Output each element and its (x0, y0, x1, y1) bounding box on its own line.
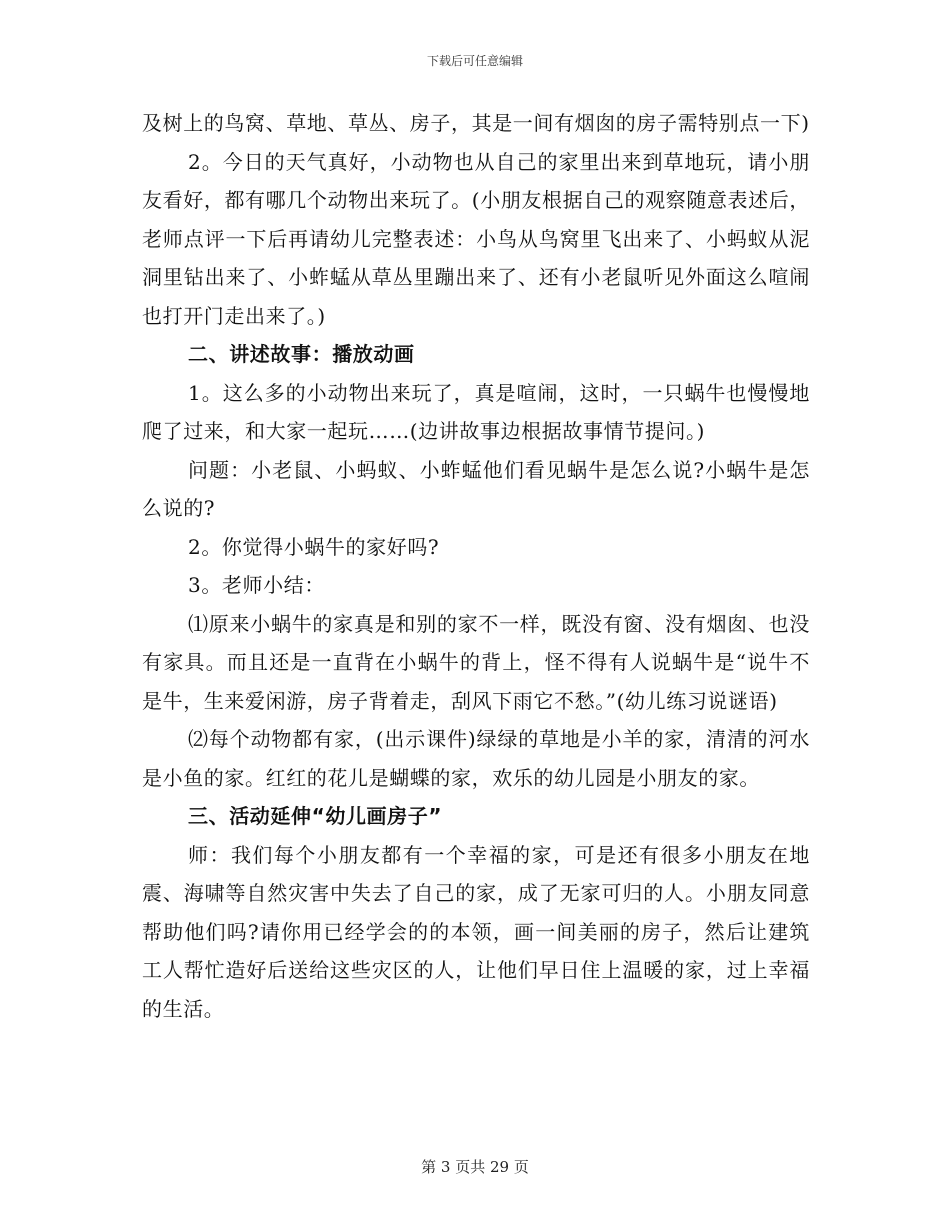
paragraph: ⑵每个动物都有家，(出示课件)绿绿的草地是小羊的家，清清的河水是小鱼的家。红红的花儿是蝴蝶的家，欢乐的幼儿园是小朋友的家。 (142, 727, 810, 790)
paragraph: 师：我们每个小朋友都有一个幸福的家，可是还有很多小朋友在地震、海啸等自然灾害中失去了自己的家，成了无家可归的人。小朋友同意帮助他们吗?请你用已经学会的的本领，画一间美丽的房子，然后让建筑工人帮忙造好后送给这些灾区的人，让他们早日住上温暖的家，过上幸福的生活。 (142, 842, 811, 1021)
paragraph: ⑴原来小蜗牛的家真是和别的家不一样，既没有窗、没有烟囱、也没有家具。而且还是一直背在小蜗牛的背上，怪不得有人说蜗牛是“说牛不是牛，生来爱闲游，房子背着走，刮风下雨它不愁。”(幼儿练习说谜语) (142, 611, 810, 713)
section-heading: 三、活动延伸“幼儿画房子” (188, 804, 443, 828)
page-footer: 第 3 页共 29 页 (421, 1158, 529, 1176)
paragraph: 2。你觉得小蜗牛的家好吗? (188, 534, 440, 559)
paragraph: 3。老师小结： (188, 573, 325, 597)
paragraph: 2。今日的天气真好，小动物也从自己的家里出来到草地玩，请小朋友看好，都有哪几个动物出来玩了。(小朋友根据自己的观察随意表述后，老师点评一下后再请幼儿完整表述：小鸟从鸟窝里飞出来了、小蚂蚁从泥洞里钻出来了、小蚱蜢从草丛里蹦出来了、还有小老鼠听见外面这么喧闹也打开门走出来了。) (142, 149, 810, 328)
paragraph: 问题：小老鼠、小蚂蚁、小蚱蜢他们看见蜗牛是怎么说?小蜗牛是怎么说的? (142, 457, 810, 520)
document-body (142, 104, 810, 1028)
paragraph: 及树上的鸟窝、草地、草丛、房子，其是一间有烟囱的房子需特别点一下) (142, 111, 810, 135)
paragraph: 1。这么多的小动物出来玩了，真是喧闹，这时，一只蜗牛也慢慢地爬了过来，和大家一起玩……(边讲故事边根据故事情节提问。) (142, 380, 810, 443)
page-header: 下载后可任意编辑 (426, 54, 523, 68)
section-heading: 二、讲述故事：播放动画 (188, 342, 415, 366)
